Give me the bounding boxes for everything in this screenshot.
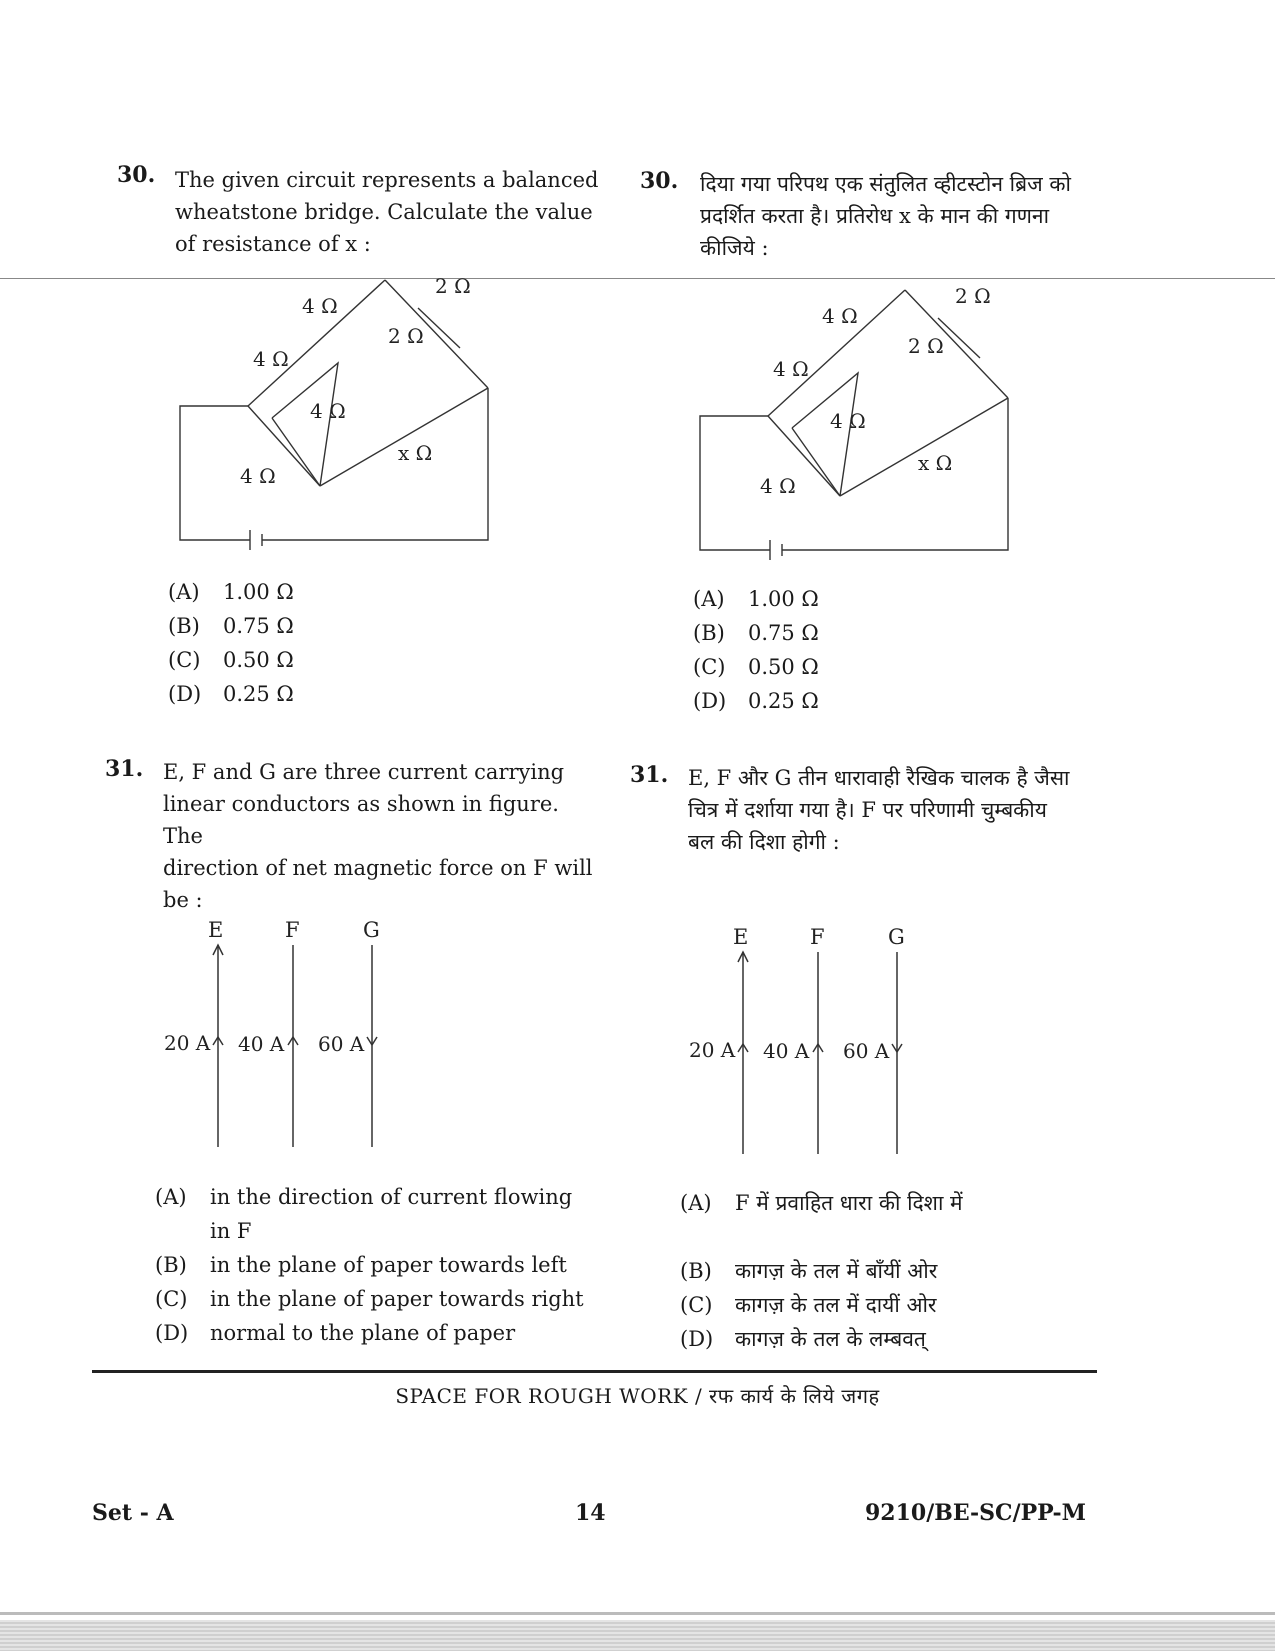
q31-option-a[interactable]: (A) in the direction of current flowing: [155, 1185, 573, 1209]
q30-option-c-hindi[interactable]: (C) 0.50 Ω: [693, 655, 819, 679]
q31-options: [155, 1180, 605, 1350]
q30-option-a[interactable]: (A) 1.00 Ω: [168, 580, 294, 604]
wire-e-label-hindi: E: [733, 925, 749, 949]
wire-e-current: 20 A: [164, 1031, 211, 1055]
rough-work-label: SPACE FOR ROUGH WORK / रफ कार्य के लिये जगह: [395, 1384, 880, 1408]
q31-option-c[interactable]: (C) in the plane of paper towards right: [155, 1287, 584, 1311]
q31-options-hindi: [680, 1186, 1140, 1356]
q31-option-a-hindi[interactable]: (A) F में प्रवाहित धारा की दिशा में: [680, 1191, 963, 1215]
wire-f-label: F: [285, 918, 300, 942]
q30-option-a-hindi[interactable]: (A) 1.00 Ω: [693, 587, 819, 611]
r4c-label: 4 Ω: [310, 399, 346, 423]
r4b-label-hindi: 4 Ω: [773, 357, 809, 381]
wire-g-current-hindi: 60 A: [843, 1039, 890, 1063]
wire-e-current-hindi: 20 A: [689, 1038, 736, 1062]
q31-hindi-text: E, F और G तीन धारावाही रैखिक चालक है जैसा चित्र में दर्शाया गया है। F पर परिणामी चुम्बकीय बल की दिशा होगी :: [688, 766, 1070, 854]
q30-option-b-hindi[interactable]: (B) 0.75 Ω: [693, 621, 819, 645]
r4d-label-hindi: 4 Ω: [760, 474, 796, 498]
q30-hindi-text: दिया गया परिपथ एक संतुलित व्हीटस्टोन ब्रिज को प्रदर्शित करता है। प्रतिरोध x के मान की गणना कीजिये :: [700, 172, 1071, 260]
r4c-label-hindi: 4 Ω: [830, 409, 866, 433]
paper-code: 9210/BE-SC/PP-M: [865, 1500, 1086, 1526]
q31-number: 31.: [105, 756, 144, 782]
q31-wires-diagram-hindi: [675, 922, 955, 1162]
set-label: Set - A: [92, 1500, 174, 1526]
q30-options: [168, 575, 294, 711]
q31-hindi-spacer: [680, 1220, 1140, 1254]
rx-label: x Ω: [398, 441, 433, 465]
q31-option-a-continued: in F: [210, 1219, 252, 1243]
r4d-label: 4 Ω: [240, 464, 276, 488]
wire-f-current-hindi: 40 A: [763, 1039, 810, 1063]
r4a-label: 4 Ω: [302, 294, 338, 318]
r2b-label-hindi: 2 Ω: [908, 334, 944, 358]
r2a-label-hindi: 2 Ω: [955, 284, 991, 308]
page-number: 14: [575, 1500, 606, 1526]
q31-number-hindi: 31.: [630, 762, 669, 788]
r2b-label: 2 Ω: [388, 324, 424, 348]
q30-english-text: The given circuit represents a balanced wheatstone bridge. Calculate the value of resistance of x :: [175, 168, 599, 256]
q31-wires-diagram: [150, 915, 430, 1155]
q30-number-hindi: 30.: [640, 168, 679, 194]
wire-f-current: 40 A: [238, 1032, 285, 1056]
q30-circuit-diagram-hindi: [690, 278, 1030, 563]
q31-option-b-hindi[interactable]: (B) कागज़ के तल में बाँयीं ओर: [680, 1259, 938, 1283]
footer-rule: [92, 1370, 1097, 1373]
scan-artifact-line: [0, 1612, 1275, 1615]
r2a-label: 2 Ω: [435, 274, 471, 298]
wire-g-current: 60 A: [318, 1032, 365, 1056]
q30-circuit-diagram: [170, 268, 510, 553]
wire-g-label-hindi: G: [888, 925, 905, 949]
wire-e-label: E: [208, 918, 224, 942]
q31-option-b[interactable]: (B) in the plane of paper towards left: [155, 1253, 567, 1277]
q31-english-text: E, F and G are three current carrying linear conductors as shown in figure. The direction of net magnetic force on F will be :: [163, 760, 593, 912]
q30-option-b[interactable]: (B) 0.75 Ω: [168, 614, 294, 638]
q31-option-c-hindi[interactable]: (C) कागज़ के तल में दायीं ओर: [680, 1293, 937, 1317]
q30-option-d[interactable]: (D) 0.25 Ω: [168, 682, 294, 706]
q30-number: 30.: [117, 162, 156, 188]
scan-artifact-band: [0, 1620, 1275, 1651]
rx-label-hindi: x Ω: [918, 451, 953, 475]
q30-option-d-hindi[interactable]: (D) 0.25 Ω: [693, 689, 819, 713]
wire-g-label: G: [363, 918, 380, 942]
q31-option-d-hindi[interactable]: (D) कागज़ के तल के लम्बवत्: [680, 1327, 926, 1351]
q31-option-d[interactable]: (D) normal to the plane of paper: [155, 1321, 516, 1345]
r4b-label: 4 Ω: [253, 347, 289, 371]
wire-f-label-hindi: F: [810, 925, 825, 949]
r4a-label-hindi: 4 Ω: [822, 304, 858, 328]
q30-option-c[interactable]: (C) 0.50 Ω: [168, 648, 294, 672]
q30-options-hindi: [693, 582, 819, 718]
